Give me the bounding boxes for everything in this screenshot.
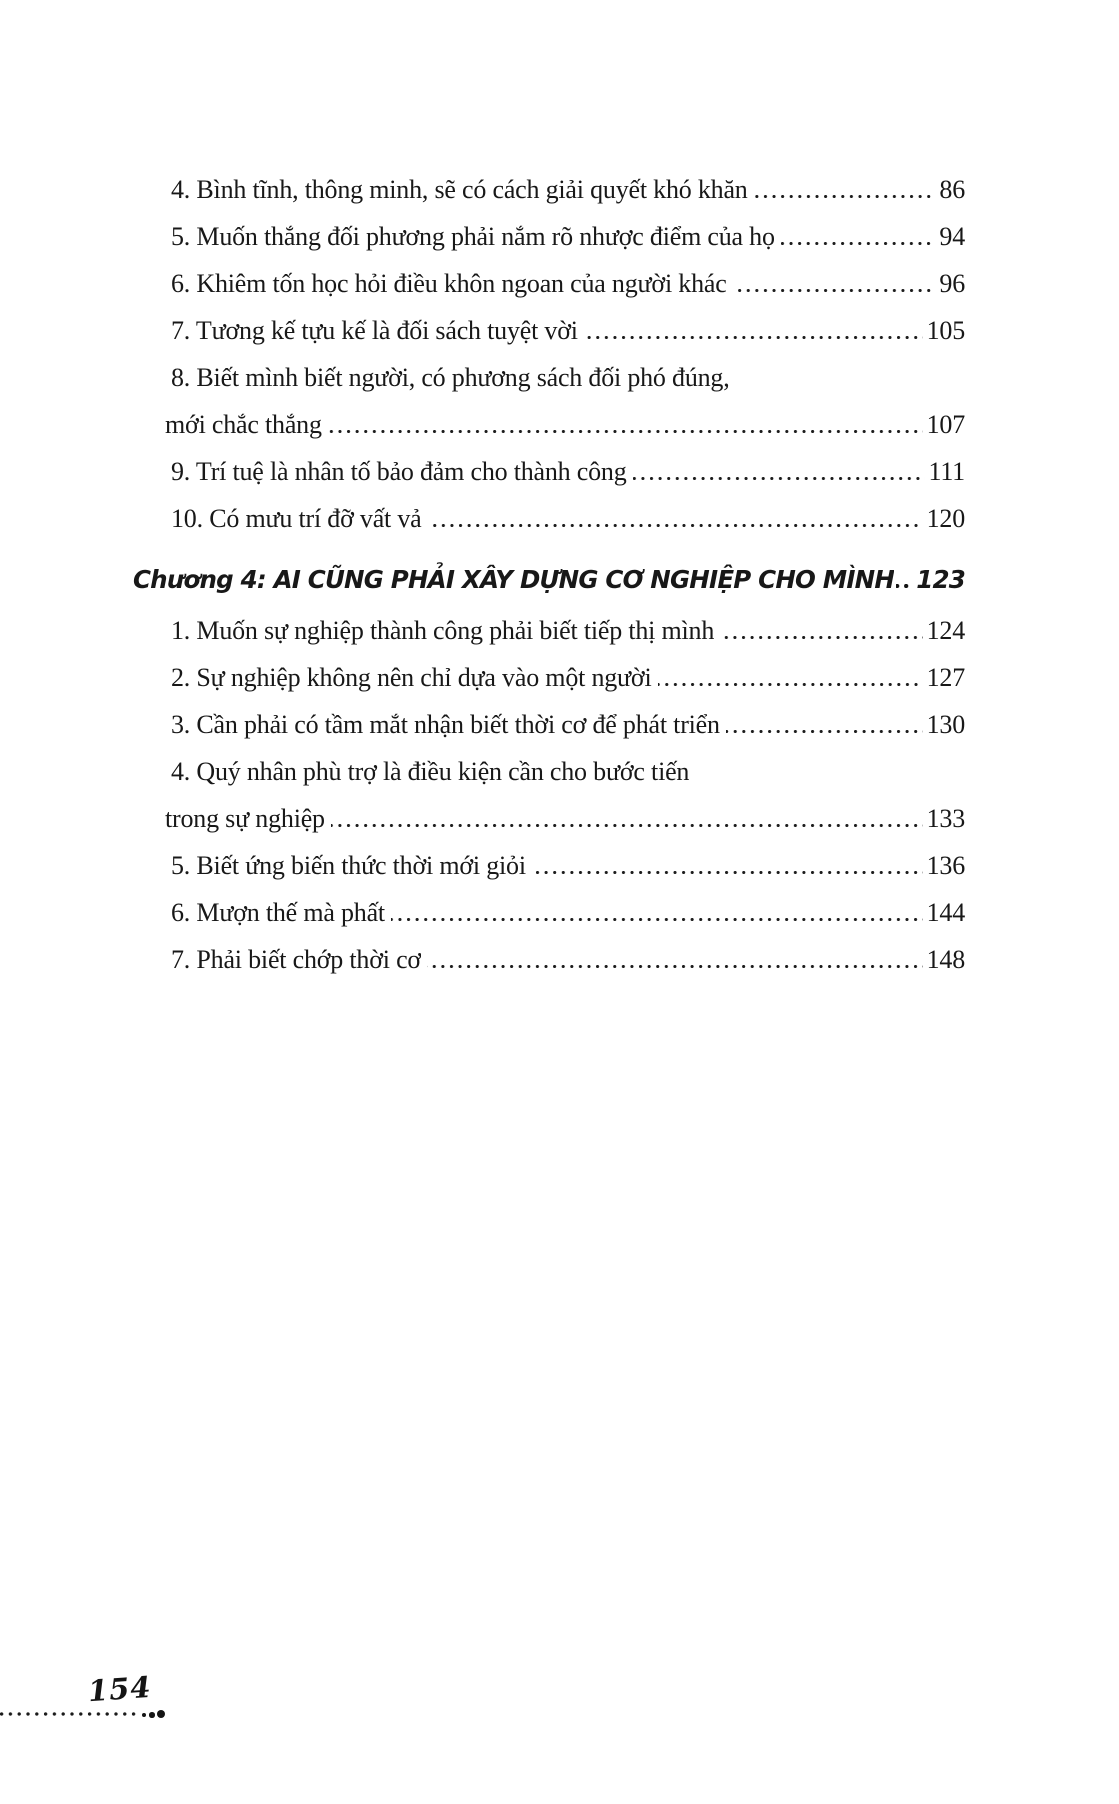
dot-leader [328,430,923,433]
toc-entry-page-number: 133 [926,804,965,833]
toc-entry-title-continued: mới chắc thắng [165,410,322,439]
chapter-heading [0,556,965,603]
toc-entry-title: 9. Trí tuệ là nhân tố bảo đảm cho thành công [171,457,627,486]
toc-entry-page-number: 144 [926,898,965,927]
dot-leader [754,195,936,198]
toc-entry-line-2 [0,401,965,448]
footer-dot [149,1712,155,1718]
toc-entry-title: 6. Khiêm tốn học hỏi điều khôn ngoan của người khác [171,269,727,298]
toc-entry-page-number: 107 [926,410,965,439]
toc-entry [0,448,965,495]
page-number: 154 [86,1669,153,1709]
toc-entry [0,936,965,983]
dot-leader [720,636,922,639]
dot-leader [733,289,936,292]
toc-entry-title: 3. Cần phải có tầm mắt nhận biết thời cơ để phát triển [171,710,720,739]
chapter-heading-page-number: 123 [916,565,965,594]
toc-entry-title: 4. Quý nhân phù trợ là điều kiện cần cho bước tiến [171,757,690,786]
toc-entry [0,607,965,654]
toc-entry-title: 5. Biết ứng biến thức thời mới giỏi [171,851,526,880]
toc-entry [0,701,965,748]
toc-entry-line-2 [0,795,965,842]
toc-entry-line-1 [0,748,965,795]
toc-entry-title: 10. Có mưu trí đỡ vất vả [171,504,422,533]
toc-entry-page-number: 148 [926,945,965,974]
toc-entry-title: 8. Biết mình biết người, có phương sách đối phó đúng, [171,363,730,392]
toc-entry-page-number: 111 [928,457,965,486]
toc-entry-page-number: 136 [926,851,965,880]
toc-entry-page-number: 127 [926,663,965,692]
toc-entry-title: 5. Muốn thắng đối phương phải nắm rõ nhược điểm của họ [171,222,775,251]
dot-leader [633,477,925,480]
toc-entry-title-continued: trong sự nghiệp [165,804,325,833]
toc-entry [0,213,965,260]
toc-entry [0,842,965,889]
table-of-contents [0,166,965,983]
toc-entry-title: 7. Tương kế tựu kế là đối sách tuyệt vời [171,316,578,345]
dot-leader [331,824,923,827]
footer-dot [142,1713,146,1717]
dot-leader [658,683,923,686]
toc-entry [0,889,965,936]
dot-leader [427,965,923,968]
dot-leader [726,730,923,733]
toc-entry-page-number: 105 [926,316,965,345]
toc-entry-title: 2. Sự nghiệp không nên chỉ dựa vào một người [171,663,652,692]
toc-entry-page-number: 96 [939,269,965,298]
toc-entry [0,654,965,701]
toc-entry-page-number: 120 [926,504,965,533]
dot-leader [532,871,923,874]
toc-entry [0,260,965,307]
toc-entry-title: 7. Phải biết chớp thời cơ [171,945,421,974]
footer-dot [157,1710,165,1718]
toc-entry-page-number: 124 [926,616,965,645]
toc-entry-title: 6. Mượn thế mà phất [171,898,385,927]
toc-entry-title: 1. Muốn sự nghiệp thành công phải biết tiếp thị mình [171,616,715,645]
toc-entry [0,166,965,213]
dot-leader [896,584,913,588]
toc-entry-page-number: 86 [939,175,965,204]
chapter-heading-title: Chương 4: AI CŨNG PHẢI XÂY DỰNG CƠ NGHIỆP CHO MÌNH [133,565,895,594]
toc-entry-page-number: 94 [939,222,965,251]
toc-entry [0,307,965,354]
toc-entry-page-number: 130 [926,710,965,739]
dot-leader [781,242,936,245]
toc-entry-line-1 [0,354,965,401]
dot-leader [584,336,923,339]
toc-entry-title: 4. Bình tĩnh, thông minh, sẽ có cách giải quyết khó khăn [171,175,748,204]
dot-leader [428,524,923,527]
footer-dotted-line [0,1712,140,1716]
dot-leader [391,918,923,921]
toc-entry [0,495,965,542]
